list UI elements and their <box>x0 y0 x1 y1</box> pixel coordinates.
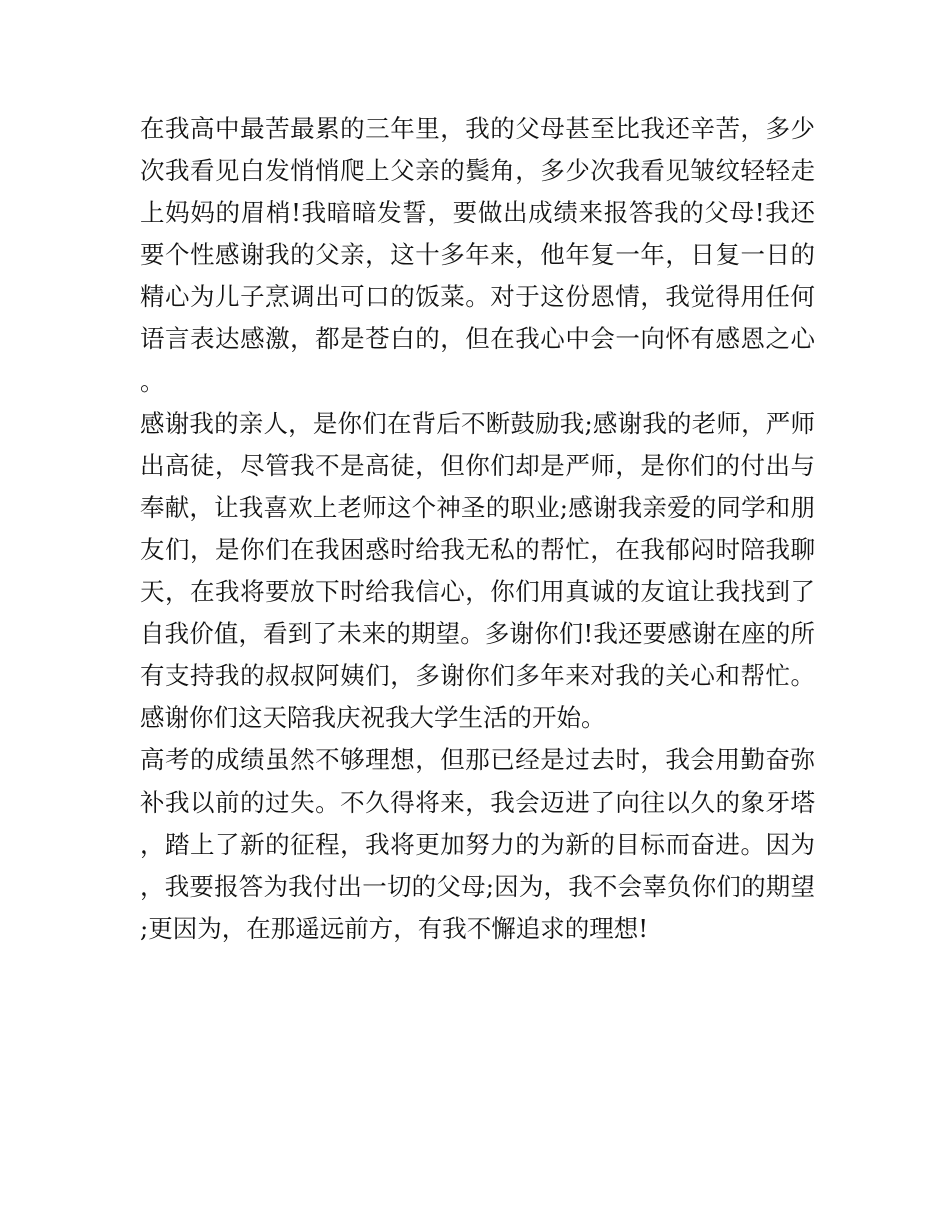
paragraph-future-goals: 高考的成绩虽然不够理想，但那已经是过去时，我会用勤奋弥补我以前的过失。不久得将来，我会迈进了向往以久的象牙塔，踏上了新的征程，我将更加努力的为新的目标而奋进。因为，我要报答为我付出一切的父母;因为，我不会辜负你们的期望;更因为，在那遥远前方，有我不懈追求的理想! <box>140 745 815 943</box>
paragraph-thanks-family-teachers-friends: 感谢我的亲人，是你们在背后不断鼓励我;感谢我的老师，严师出高徒，尽管我不是高徒，但你们却是严师，是你们的付出与奉献，让我喜欢上老师这个神圣的职业;感谢我亲爱的同学和朋友们，是你们在我困惑时给我无私的帮忙，在我郁闷时陪我聊天，在我将要放下时给我信心，你们用真诚的友谊让我找到了自我价值，看到了未来的期望。多谢你们!我还要感谢在座的所有支持我的叔叔阿姨们，多谢你们多年来对我的关心和帮忙。感谢你们这天陪我庆祝我大学生活的开始。 <box>140 408 815 733</box>
document-body <box>140 108 815 950</box>
paragraph-parents-gratitude: 在我高中最苦最累的三年里，我的父母甚至比我还辛苦，多少次我看见白发悄悄爬上父亲的鬓角，多少次我看见皱纹轻轻走上妈妈的眉梢!我暗暗发誓，要做出成绩来报答我的父母!我还要个性感谢我的父亲，这十多年来，他年复一年，日复一日的精心为儿子烹调出可口的饭菜。对于这份恩情，我觉得用任何语言表达感激，都是苍白的，但在我心中会一向怀有感恩之心。 <box>140 114 815 396</box>
